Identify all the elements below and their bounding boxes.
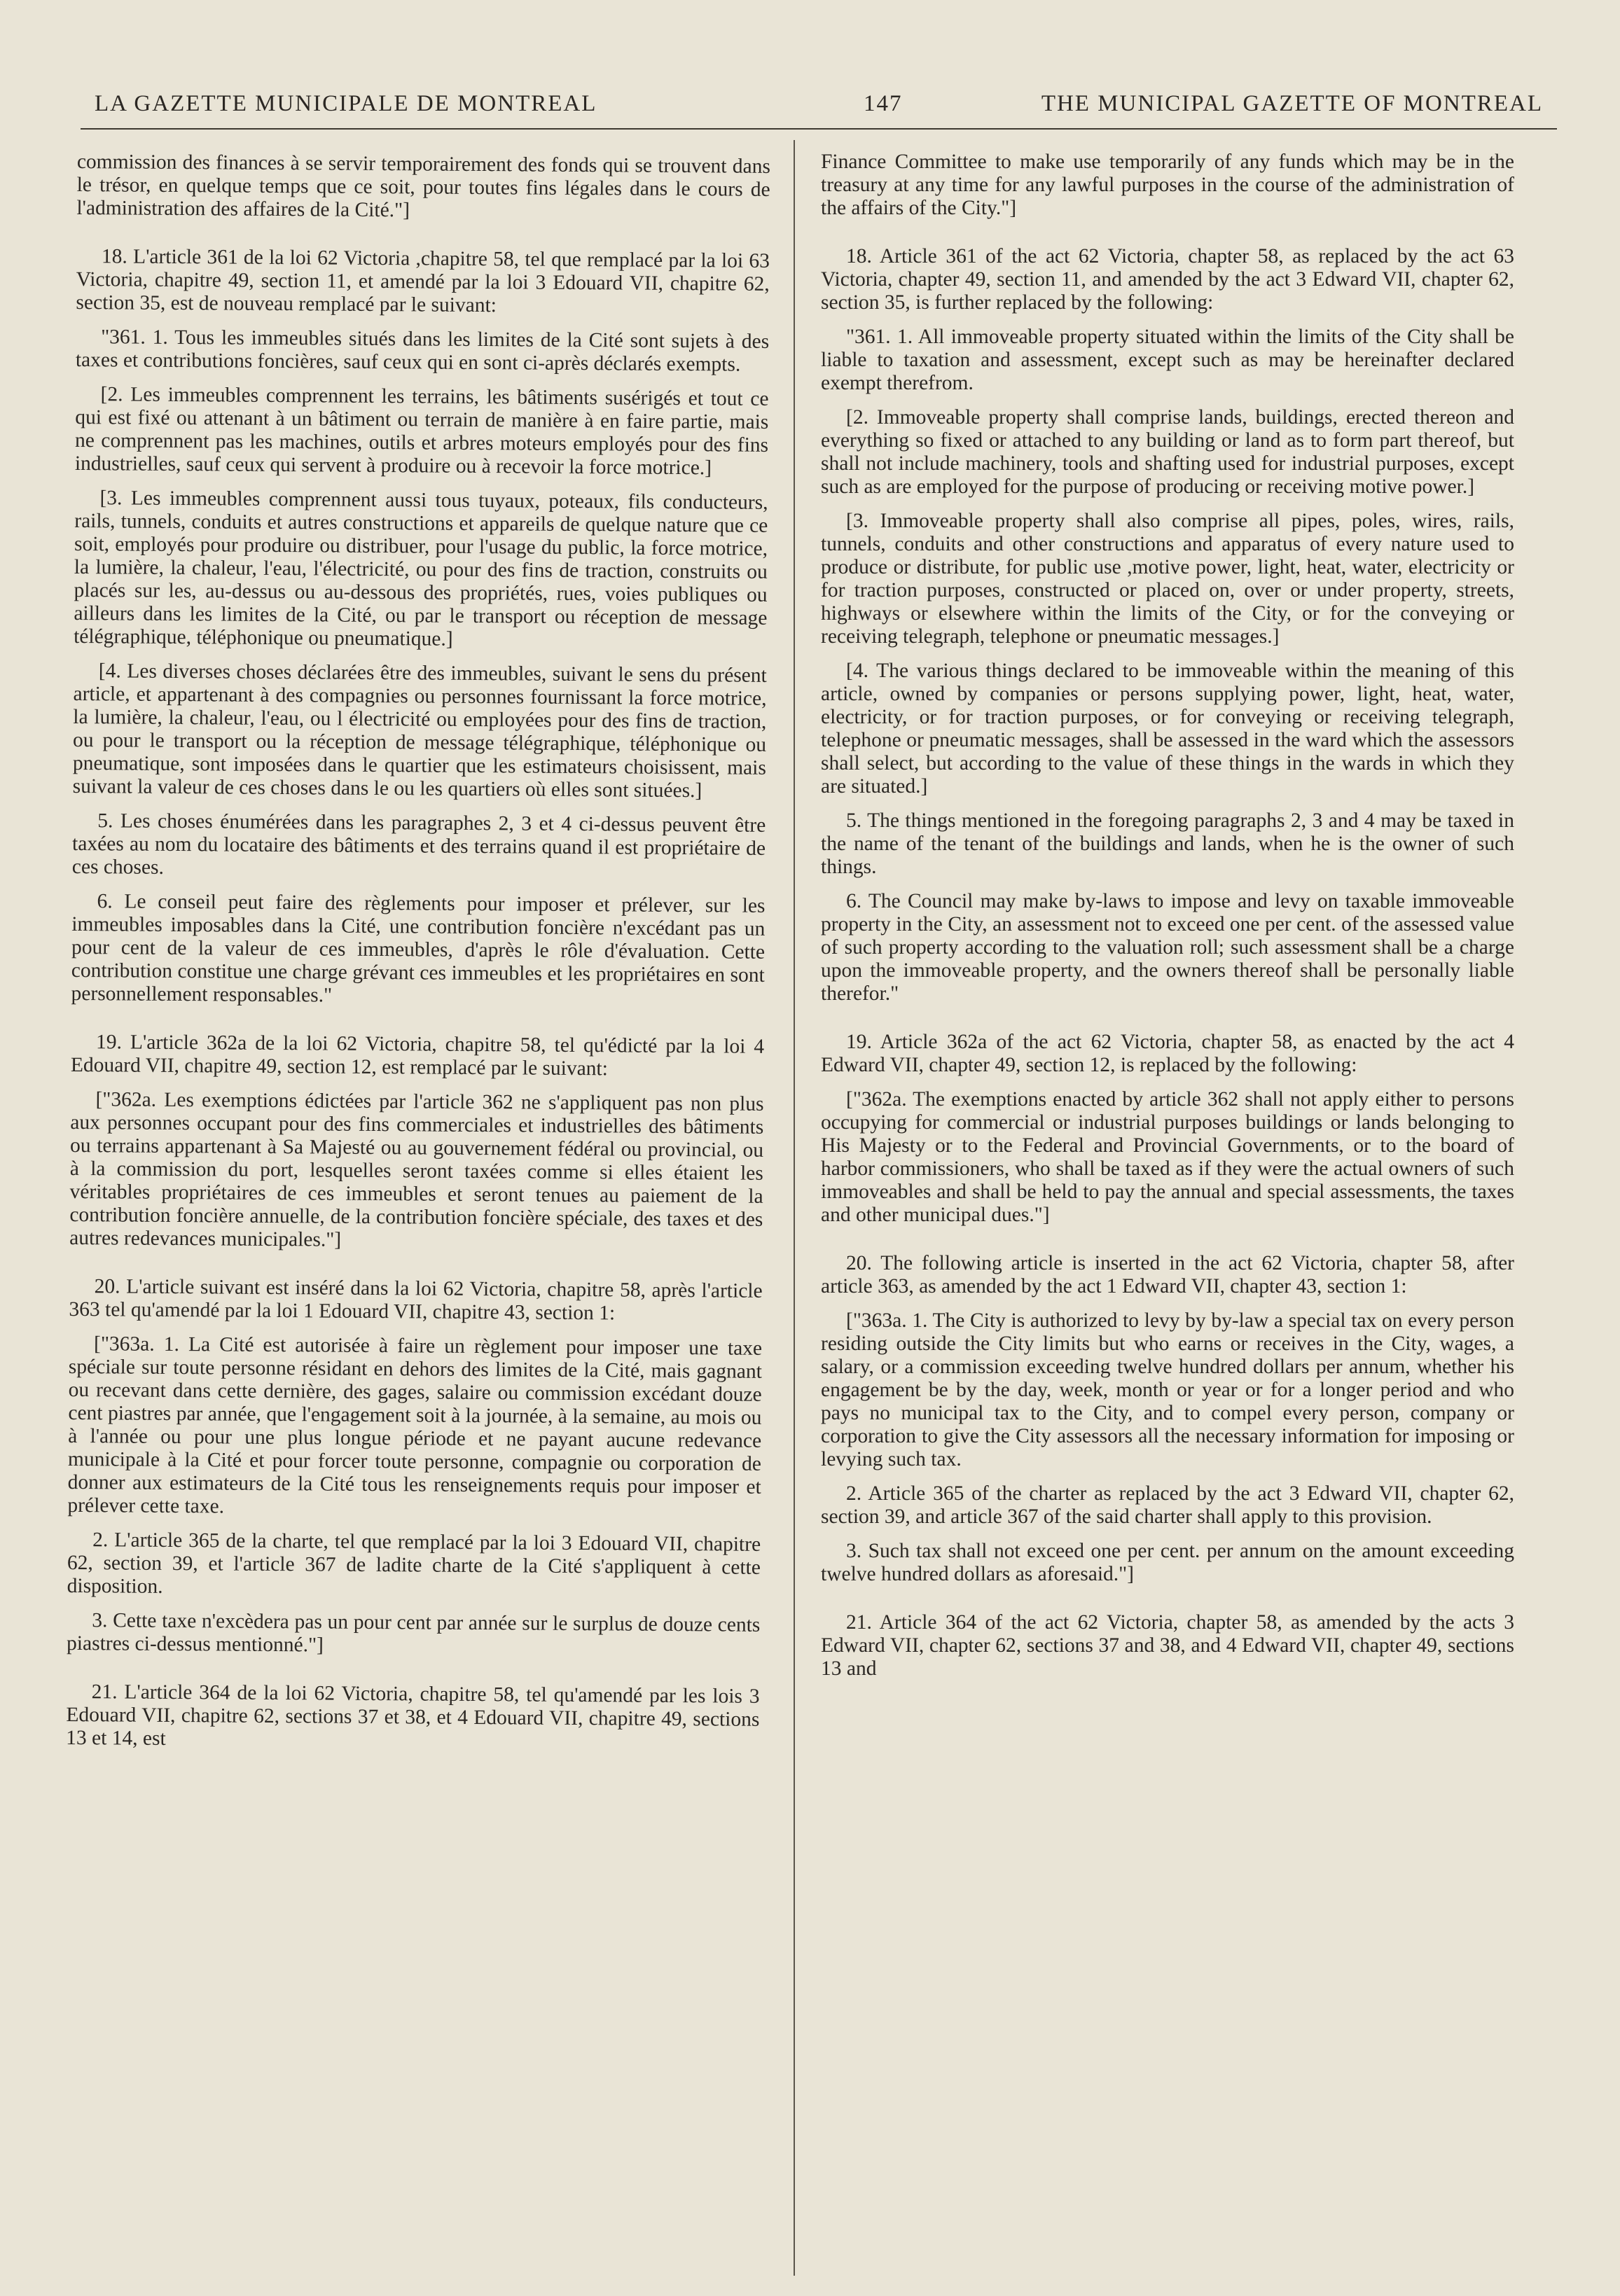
fr-article-361-4: [4. Les diverses choses déclarées être des immeubles, suivant le sens du présent article, et appartenant à des compagnies ou personnes fournissant la force motrice, la lumière, la chaleur, l'eau, ou l électricité ou employées pour des fins de traction, ou pour le transport ou la réception de message télégraphique, téléphonique ou pneumatique, sont imposées dans le quartier que les estimateurs choisissent, mais suivant la valeur de ces choses dans le ou les quartiers où elles sont situées.] xyxy=(72,660,767,802)
en-article-361-6: 6. The Council may make by-laws to impose and levy on taxable immoveable property in the City, an assessment not to exceed one per cent. of the assessed value of such property according to the valuation roll; such assessment shall be a charge upon the immoveable property, and the owners thereof shall be personally liable therefor." xyxy=(821,890,1514,1005)
page-number: 147 xyxy=(864,91,903,116)
fr-article-363a-2: 2. L'article 365 de la charte, tel que remplacé par la loi 3 Edouard VII, chapitre 62, section 39, et l'article 367 de ladite charte de la Cité s'appliquent à cette disposition. xyxy=(67,1529,761,1598)
fr-section-21: 21. L'article 364 de la loi 62 Victoria, chapitre 58, tel qu'amendé par les lois 3 Edouard VII, chapitre 62, sections 37 et 38, et 4 Edouard VII, chapitre 49, sections 13 et 14, est xyxy=(66,1681,760,1750)
en-section-21: 21. Article 364 of the act 62 Victoria, chapter 58, as amended by the acts 3 Edward VII, chapter 62, sections 37 and 38, and 4 Edward VII, chapter 49, sections 13 and xyxy=(821,1611,1514,1680)
header-english-title: THE MUNICIPAL GAZETTE OF MONTREAL xyxy=(1041,91,1543,116)
fr-section-19: 19. L'article 362a de la loi 62 Victoria, chapitre 58, tel qu'édicté par la loi 4 Edouard VII, chapitre 49, section 12, est remplacé par le suivant: xyxy=(70,1031,765,1080)
en-section-18: 18. Article 361 of the act 62 Victoria, chapter 58, as replaced by the act 63 Victoria, chapter 49, section 11, and amended by the act 3 Edward VII, chapter 62, section 35, is further replaced by the following: xyxy=(821,245,1514,314)
en-article-363a-3: 3. Such tax shall not exceed one per cent. per annum on the amount exceeding twelve hundred dollars as aforesaid."] xyxy=(821,1540,1514,1585)
header-rule xyxy=(81,128,1557,130)
fr-article-361-6: 6. Le conseil peut faire des règlements pour imposer et prélever, sur les immeubles imposables dans la Cité, une contribution foncière n'excédant pas un pour cent de la valeur de ces immeubles, d'après le rôle d'évaluation. Cette contribution constitue une charge grévant ces immeubles et les propriétaires en sont personnellement responsables." xyxy=(71,890,766,1007)
fr-article-361-3: [3. Les immeubles comprennent aussi tous tuyaux, poteaux, fils conducteurs, rails, tunnels, conduits et autres constructions et appareils de quelque nature que ce soit, employés pour produire ou distribuer, pour l'usage du public, la force motrice, la lumière, la chaleur, l'eau, l'électricité, ou pour des fins de traction, construits ou placés sur les, au-dessus ou au-dessous des propriétés, rues, voies publiques ou ailleurs dans les limites de la Cité, ou par le transport ou réception de message télégraphique, téléphonique ou pneumatique.] xyxy=(74,487,768,650)
fr-article-361-1: "361. 1. Tous les immeubles situés dans les limites de la Cité sont sujets à des taxes et contributions foncières, sauf ceux qui en sont ci-après déclarés exempts. xyxy=(75,326,770,376)
fr-article-363a-1: ["363a. 1. La Cité est autorisée à faire un règlement pour imposer une taxe spéciale sur toute personne résidant en dehors des limites de la Cité, mais gagnant ou recevant dans cette dernière, des gages, salaire ou commission excédant douze cent piastres par année, que l'engagement soit à la journée, à la semaine, au mois ou à l'année ou pour une plus longue période et ne payant aucune redevance municipale à la Cité et pour forcer toute personne, compagnie ou corporation de donner aux estimateurs de la Cité tous les renseignements requis pour imposer et prélever cette taxe. xyxy=(67,1333,763,1518)
en-article-361-2: [2. Immoveable property shall comprise lands, buildings, erected thereon and everything so fixed or attached to any building or land as to form part thereof, but shall not include machinery, tools and shafting used for industrial purposes, except such as are employed for the purpose of producing or receiving motive power.] xyxy=(821,406,1514,498)
en-section-19: 19. Article 362a of the act 62 Victoria, chapter 58, as enacted by the act 4 Edward VII, chapter 49, section 12, is replaced by the following: xyxy=(821,1031,1514,1076)
en-continuation: Finance Committee to make use temporarily of any funds which may be in the treasury at any time for any lawful purposes in the course of the administration of the affairs of the City."] xyxy=(821,151,1514,219)
en-section-20: 20. The following article is inserted in the act 62 Victoria, chapter 58, after article 363, as amended by the act 1 Edward VII, chapter 43, section 1: xyxy=(821,1252,1514,1297)
fr-article-361-2: [2. Les immeubles comprennent les terrains, les bâtiments susérigés et tout ce qui est fixé ou attenant à un bâtiment ou terrain de manière à en faire partie, mais ne comprennent pas les machines, outils et arbres moteurs employés pour des fins industrielles, sauf ceux qui servent à produire ou à recevoir la force motrice.] xyxy=(74,383,769,480)
page-header xyxy=(81,83,1557,125)
en-article-361-5: 5. The things mentioned in the foregoing paragraphs 2, 3 and 4 may be taxed in the name of the tenant of the buildings and lands, when he is the owner of such things. xyxy=(821,809,1514,878)
fr-article-363a-3: 3. Cette taxe n'excèdera pas un pour cent par année sur le surplus de douze cents piastres ci-dessus mentionné."] xyxy=(67,1609,761,1657)
en-article-361-3: [3. Immoveable property shall also comprise all pipes, poles, wires, rails, tunnels, conduits and other constructions and apparatus of every nature used to produce or distribute, for public use ,motive power, light, heat, water, electricity or for traction purposes, constructed or placed on, over or under property, streets, highways or elsewhere within the limits of the City, or for the conveying or receiving telegraph, telephone or pneumatic messages.] xyxy=(821,510,1514,648)
fr-section-18: 18. L'article 361 de la loi 62 Victoria ,chapitre 58, tel que remplacé par la loi 63 Victoria, chapitre 49, section 11, et amendé par la loi 3 Edouard VII, chapitre 62, section 35, est de nouveau remplacé par le suivant: xyxy=(76,245,770,317)
header-french-title: LA GAZETTE MUNICIPALE DE MONTREAL xyxy=(95,91,597,116)
en-article-363a-1: ["363a. 1. The City is authorized to levy by by-law a special tax on every person residing outside the City limits but who earns or receives in the City, wages, a salary, or a commission exceeding twelve hundred dollars per annum, whether his engagement be by the day, week, month or year or for a longer period and who pays no municipal tax to the City, and to compel every person, company or corporation to give the City assessors all the necessary information for imposing or levying such tax. xyxy=(821,1309,1514,1470)
en-article-362a: ["362a. The exemptions enacted by article 362 shall not apply either to persons occupying for commercial or industrial purposes buildings or lands belonging to His Majesty or to the Federal and Provincial Governments, or to the board of harbor commissioners, who shall be taxed as if they were the actual owners of such immoveables and shall be held to pay the annual and special assessments, the taxes and other municipal dues."] xyxy=(821,1088,1514,1226)
fr-section-20: 20. L'article suivant est inséré dans la loi 62 Victoria, chapitre 58, après l'article 363 tel qu'amendé par la loi 1 Edouard VII, chapitre 43, section 1: xyxy=(69,1275,763,1325)
english-column xyxy=(821,151,1514,1692)
column-divider xyxy=(794,140,795,2276)
fr-continuation: commission des finances à se servir temporairement des fonds qui se trouvent dans le trésor, en quelque temps que ce soit, pour toutes fins légales dans le cours de l'administration des affaires de la Cité."] xyxy=(76,151,770,222)
fr-article-361-5: 5. Les choses énumérées dans les paragraphes 2, 3 et 4 ci-dessus peuvent être taxées au nom du locataire des bâtiments et des terrains quand il est propriétaire de ces choses. xyxy=(71,809,766,879)
en-article-363a-2: 2. Article 365 of the charter as replaced by the act 3 Edward VII, chapter 62, section 39, and article 367 of the said charter shall apply to this provision. xyxy=(821,1482,1514,1528)
en-article-361-4: [4. The various things declared to be immoveable within the meaning of this article, owned by companies or persons supplying power, light, heat, water, electricity, or for traction purposes, or for conveying or receiving telegraph, telephone or pneumatic messages, shall be assessed in the ward which the assessors shall select, but according to the value of these things in the wards in which they are situated.] xyxy=(821,660,1514,798)
en-article-361-1: "361. 1. All immoveable property situated within the limits of the City shall be liable to taxation and assessment, except such as may be hereinafter declared exempt therefrom. xyxy=(821,326,1514,394)
fr-article-362a: ["362a. Les exemptions édictées par l'article 362 ne s'appliquent pas non plus aux personnes occupant pour des fins commerciales et industrielles des bâtiments ou terrains appartenant à Sa Majesté ou au gouvernement fédéral ou provincial, ou à la commission du port, lesquelles seront taxées comme si elles étaient les véritables propriétaires de ces immeubles et seront tenues au paiement de la contribution foncière annuelle, de la contribution foncière spéciale, des taxes et des autres redevances municipales."] xyxy=(69,1088,764,1251)
french-column xyxy=(66,151,770,1766)
